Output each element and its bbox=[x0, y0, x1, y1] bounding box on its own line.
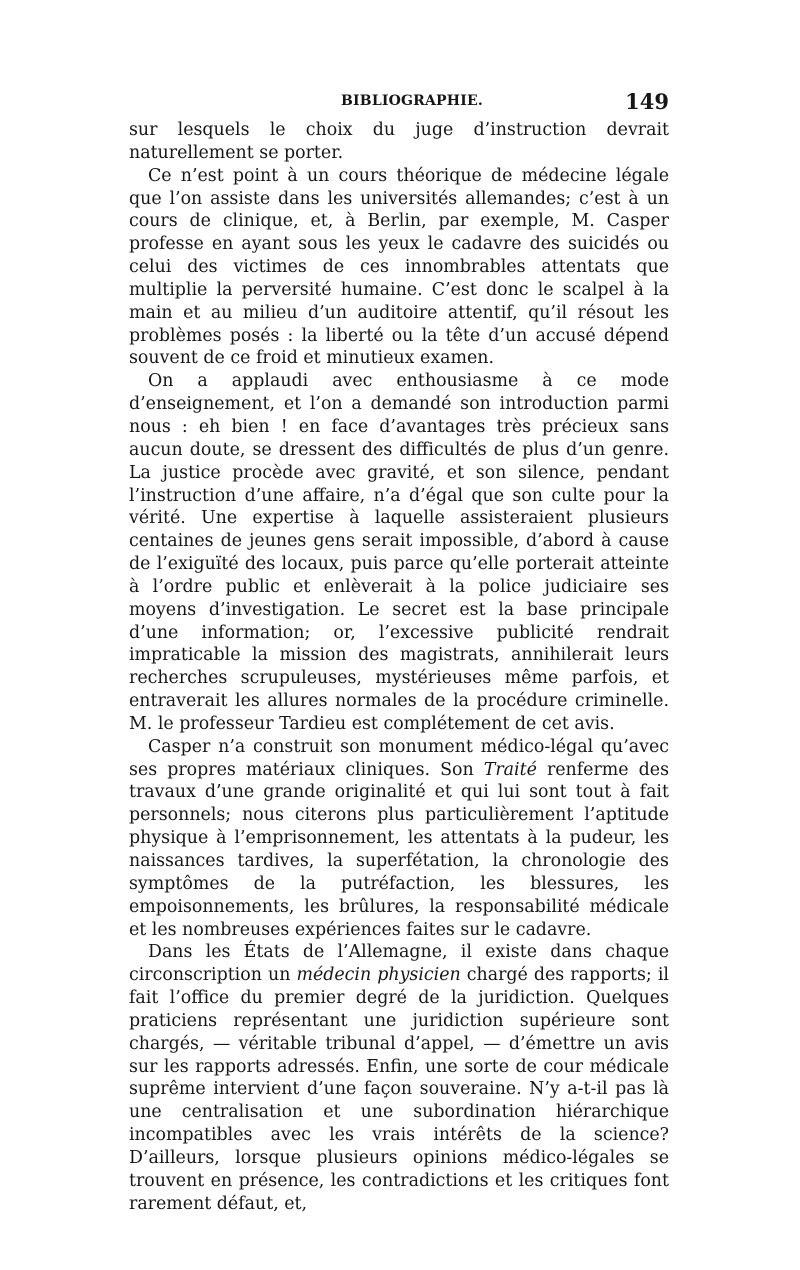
running-title: BIBLIOGRAPHIE. bbox=[341, 93, 483, 109]
paragraph-difficulties: On a applaudi avec enthousiasme à ce mode d’enseignement, et l’on a demandé son introduction parmi nous : eh bien ! en face d’avantages très précieux sans aucun doute, se dressent des difficultés de plus d’un genre. La justice procède avec gravité, et son silence, pendant l’instruction d’une affaire, n’a d’égal que son culte pour la vérité. Une expertise à laquelle assisteraient plusieurs centaines de jeunes gens serait impossible, d’abord à cause de l’exiguïté des locaux, puis parce qu’elle porterait atteinte à l’ordre public et enlèverait à la police judiciaire ses moyens d’investigation. Le secret est la base principale d’une information; or, l’excessive publicité rendrait impraticable la mission des magistrats, annihilerait leurs recherches scrupuleuses, mystérieuses même parfois, et entraverait les allures normales de la procédure criminelle. M. le professeur Tardieu est complétement de cet avis. bbox=[129, 371, 669, 734]
paragraph-casper-treatise bbox=[129, 736, 669, 942]
page-number: 149 bbox=[625, 89, 669, 114]
italic-term: Traité bbox=[483, 759, 537, 780]
paragraph-clinical-teaching: Ce n’est point à un cours théorique de médecine légale que l’on assiste dans les universités allemandes; c’est à un cours de clinique, et, à Berlin, par exemple, M. Casper professe en ayant sous les yeux le cadavre des suicidés ou celui des victimes de ces innombrables attentats que multiplie la perversité humaine. C’est donc le scalpel à la main et au milieu d’un auditoire attentif, qu’il résout les problèmes posés : la liberté ou la tête d’un accusé dépend souvent de ce froid et minutieux examen. bbox=[129, 165, 669, 369]
body-text bbox=[129, 119, 669, 1216]
paragraph-german-states bbox=[129, 941, 669, 1215]
running-head bbox=[129, 89, 669, 119]
italic-term: médecin physicien bbox=[296, 965, 461, 986]
paragraph-text-part: Casper n’a construit son monument médico-légal qu’avec ses propres matériaux cliniques. Son bbox=[129, 736, 669, 780]
paragraph-text-part: chargé des rapports; il fait l’office du premier degré de la juridiction. Quelques praticiens représentant une juridiction supérieure sont chargés, — véritable tribunal d’appel, — d’émettre un avis sur les rapports adressés. Enfin, une sorte de cour médicale suprême intervient d’une façon souveraine. N’y a-t-il pas là une centralisation et une subordination hiérarchique incompatibles avec les vrais intérêts de la science? D’ailleurs, lorsque plusieurs opinions médico-légales se trouvent en présence, les contradictions et les critiques font rarement défaut, et, bbox=[129, 965, 669, 1214]
book-page bbox=[129, 89, 669, 1216]
paragraph-continuation: sur lesquels le choix du juge d’instruction devrait naturellement se porter. bbox=[129, 120, 669, 163]
paragraph-text-part: renferme des travaux d’une grande originalité et qui lui sont tout à fait personnels; nous citerons plus particulièrement l’aptitude physique à l’emprisonnement, les attentats à la pudeur, les naissances tardives, la superfétation, la chronologie des symptômes de la putréfaction, les blessures, les empoisonnements, les brûlures, la responsabilité médicale et les nombreuses expériences faites sur le cadavre. bbox=[129, 759, 669, 940]
paragraph-text-part: Dans les États de l’Allemagne, il existe dans chaque circonscription un bbox=[129, 942, 669, 986]
